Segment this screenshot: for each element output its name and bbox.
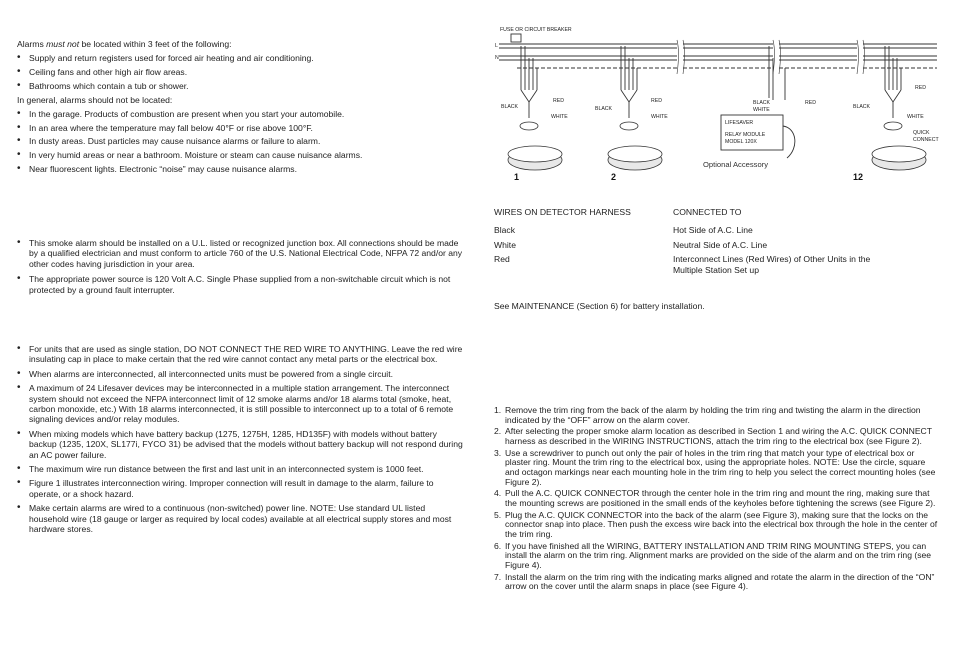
relay-red-label: RED (805, 100, 816, 106)
list-item: • Make certain alarms are wired to a continuous (non-switched) power line. NOTE: Use standard UL listed household wire (18 gauge or larger as required by local codes) available at all electrical supply stores and most hardware stores. (17, 503, 463, 534)
must-not-list (17, 53, 463, 91)
list-item (494, 406, 942, 425)
unit2-red-label: RED (651, 98, 662, 104)
wire-connection-table (494, 207, 873, 275)
line-l-label: L (495, 43, 498, 49)
unit1-white-label: WHITE (551, 114, 568, 120)
table-header-wires: WIRES ON DETECTOR HARNESS (494, 207, 631, 217)
quick-connect-label-2: CONNECT (913, 137, 939, 143)
list-item: • In very humid areas or near a bathroom. Moisture or steam can cause nuisance alarms. (17, 150, 463, 160)
list-item (494, 511, 942, 540)
installation-list (17, 238, 463, 295)
module-label-3: MODEL 120X (725, 139, 757, 145)
module-label-2: RELAY MODULE (725, 132, 766, 138)
list-item: • Ceiling fans and other high air flow areas. (17, 67, 463, 77)
relay-white-label: WHITE (753, 107, 770, 113)
installation-section (17, 238, 463, 300)
table-row (494, 225, 873, 235)
left-column (17, 0, 463, 656)
list-item: • In the garage. Products of combustion are present when you start your automobile. (17, 109, 463, 119)
unit12-white-label: WHITE (907, 114, 924, 120)
list-item: • When mixing models which have battery backup (1275, 1275H, 1285, HD135F) with models without battery backup (1235, 120X, SL177i, FYCO 31) be advised that the models without battery backup will not respond during an AC power failure. (17, 429, 463, 460)
wire-name: White (494, 239, 516, 250)
quick-connect-label: QUICK (913, 130, 930, 136)
list-item: • This smoke alarm should be installed on a U.L. listed or recognized junction box. All connections should be made by a qualified electrician and must conform to article 760 of the U.S. National Electrical Code, NFPA 72 and/or any other codes having jurisdiction in your area. (17, 238, 463, 269)
list-item (494, 542, 942, 571)
step-number: 3. (494, 447, 502, 458)
list-item: • Bathrooms which contain a tub or shower. (17, 81, 463, 91)
list-item: • In an area where the temperature may fall below 40°F or rise above 100°F. (17, 123, 463, 133)
step-text: If you have finished all the WIRING, BATTERY INSTALLATION AND TRIM RING MOUNTING STEPS, you can install the alarm on the trim ring. Alignment marks are provided on the side of the alarm and on the trim ring (see Figure 4). (505, 540, 932, 570)
wire-connection: Neutral Side of A.C. Line (673, 239, 768, 250)
unit1-red-label: RED (553, 98, 564, 104)
relay-black-label: BLACK (753, 100, 771, 106)
unit-number-1: 1 (514, 172, 520, 182)
right-column (494, 207, 942, 275)
unit2-white-label: WHITE (651, 114, 668, 120)
optional-accessory-label: Optional Accessory (703, 160, 768, 169)
list-item: • The appropriate power source is 120 Volt A.C. Single Phase supplied from a non-switchable circuit which is not protected by a ground fault interrupter. (17, 274, 463, 295)
step-number: 4. (494, 488, 502, 499)
table-row (494, 254, 873, 275)
interconnect-wiring-diagram (487, 18, 942, 194)
step-text: After selecting the proper smoke alarm location as described in Section 1 and wiring the A.C. QUICK CONNECT harness as described in the WIRING INSTRUCTIONS, attach the trim ring to the electrical box (see Figure 2). (505, 426, 932, 446)
step-number: 5. (494, 509, 502, 520)
step-number: 7. (494, 571, 502, 582)
battery-note: See MAINTENANCE (Section 6) for battery installation. (494, 301, 705, 311)
wire-name: Black (494, 225, 516, 236)
list-item: • A maximum of 24 Lifesaver devices may be interconnected in a multiple station arrangement. The interconnect system should not exceed the NFPA interconnect limit of 12 smoke alarms and/or 18 alarms total (smoke, heat, carbon monoxide, etc.) With 18 alarms interconnected, it is still possible to interconnect up to a total of 6 remote signaling devices and/or relay modules. (17, 383, 463, 425)
step-number: 6. (494, 540, 502, 551)
general-list (17, 109, 463, 174)
list-item: • In dusty areas. Dust particles may cause nuisance alarms or failure to alarm. (17, 136, 463, 146)
wire-connection: Hot Side of A.C. Line (673, 225, 753, 236)
step-text: Install the alarm on the trim ring with the indicating marks aligned and rotate the alarm in the direction of the “ON” arrow on the cover until the alarm snaps in place (see Figure 4). (505, 571, 935, 592)
fuse-label: FUSE OR CIRCUIT BREAKER (500, 27, 572, 33)
module-label-1: LIFESAVER (725, 120, 754, 126)
placement-section (17, 39, 463, 177)
line-n-label: N (495, 55, 499, 61)
list-item: • Near fluorescent lights. Electronic “noise” may cause nuisance alarms. (17, 164, 463, 174)
table-row (494, 240, 873, 250)
table-header-connected: CONNECTED TO (673, 207, 742, 217)
wire-name: Red (494, 254, 510, 265)
step-number: 2. (494, 426, 502, 437)
unit1-black-label: BLACK (501, 104, 519, 110)
unit-number-2: 2 (611, 172, 617, 182)
step-text: Use a screwdriver to punch out only the pair of holes in the trim ring that match your type of electrical box or plaster ring. Mount the trim ring to the electrical box, using the appropriate holes. NOTE: Use the circle, square and octagon markings near each mounting hole in the trim ring to help you select the correct mounting holes (see Figure 2). (505, 447, 936, 487)
table-header-row (494, 207, 873, 217)
list-item: • For units that are used as single station, DO NOT CONNECT THE RED WIRE TO ANYTHING. Leave the red wire insulating cap in place to make certain that the red wire cannot contact any metal parts or the electrical box. (17, 344, 463, 365)
list-item: • Figure 1 illustrates interconnection wiring. Improper connection will result in damage to the alarm, failure to operate, or a shock hazard. (17, 478, 463, 499)
step-text: Plug the A.C. QUICK CONNECTOR into the back of the alarm (see Figure 3), making sure that the locks on the connector snap into place. Then push the excess wire back into the electrical box through the hole in the center of the trim ring. (505, 509, 938, 539)
unit-number-12: 12 (853, 172, 864, 182)
wiring-section (17, 344, 463, 538)
general-intro: In general, alarms should not be located: (17, 94, 173, 105)
list-item: • The maximum wire run distance between the first and last unit in an interconnected system is 1000 feet. (17, 464, 463, 474)
list-item (494, 427, 942, 446)
list-item (494, 449, 942, 487)
step-text: Pull the A.C. QUICK CONNECTOR through the center hole in the trim ring and mount the ring, making sure that the mounting screws are positioned in the small ends of the keyholes before tightening the screws (see Figure 2). (505, 488, 936, 508)
list-item (494, 489, 942, 508)
step-number: 1. (494, 405, 502, 415)
wiring-list (17, 344, 463, 535)
unit12-black-label: BLACK (853, 104, 871, 110)
unit2-black-label: BLACK (595, 106, 613, 112)
list-item: • Supply and return registers used for forced air heating and air conditioning. (17, 53, 463, 63)
unit12-red-label: RED (915, 85, 926, 91)
must-not-intro: Alarms must not be located within 3 feet of the following: (17, 39, 232, 49)
step-text: Remove the trim ring from the back of the alarm by holding the trim ring and twisting the alarm in the direction indicated by the “OFF” arrow on the alarm cover. (505, 405, 921, 425)
list-item (494, 573, 942, 592)
mounting-steps (494, 406, 942, 594)
list-item: • When alarms are interconnected, all interconnected units must be powered from a single circuit. (17, 369, 463, 379)
wire-connection: Interconnect Lines (Red Wires) of Other Units in the Multiple Station Set up (673, 254, 871, 275)
